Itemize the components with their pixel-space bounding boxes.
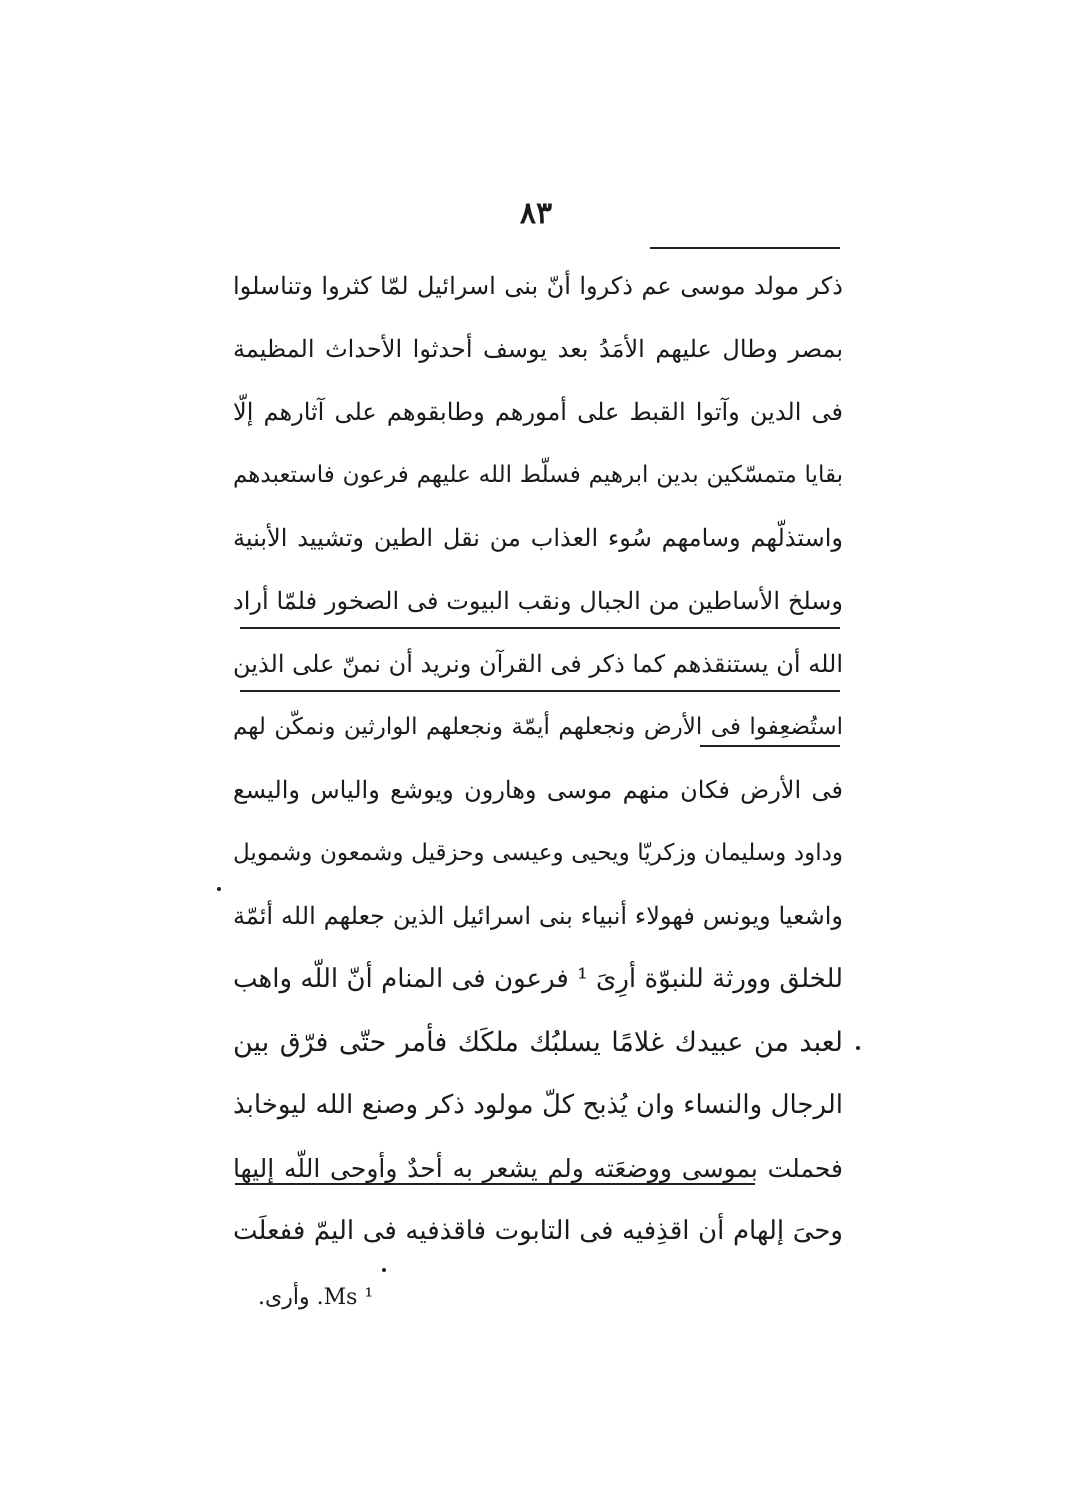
text-line: ذكر مولد موسى عم ذكروا أنّ بنى اسرائيل لمّا كثروا وتناسلوا: [233, 272, 843, 300]
text-line: واستذلّهم وسامهم سُوء العذاب من نقل الطين وتشييد الأبنية: [233, 524, 843, 552]
text-line: وحىَ إلهام أن اقذِفيه فى التابوت فاقذفيه فى اليمّ ففعلَت: [233, 1216, 843, 1246]
text-line: استُضعِفوا فى الأرض ونجعلهم أيمّة ونجعلهم الوارثين ونمكّن لهم: [233, 714, 843, 740]
body-text: [233, 255, 843, 1263]
text-line: وداود وسليمان وزكريّا ويحيى وعيسى وحزقيل وشمعون وشمويل: [233, 840, 843, 866]
margin-mark: [856, 1046, 860, 1050]
text-line: فى الدين وآتوا القبط على أمورهم وطابقوهم على آثارهم إلّا: [233, 398, 843, 426]
underline-rule: [650, 247, 840, 249]
text-line: الله أن يستنقذهم كما ذكر فى القرآن ونريد أن نمنّ على الذين: [233, 650, 843, 678]
footnote: ¹ Ms. وأرى.: [258, 1285, 374, 1310]
text-line: واشعيا ويونس فهولاء أنبياء بنى اسرائيل الذين جعلهم الله أئمّة: [233, 902, 843, 930]
text-line: فى الأرض فكان منهم موسى وهارون ويوشع والياس واليسع: [233, 776, 843, 804]
text-line: فحملت بموسى ووضعَته ولم يشعر به أحدٌ وأوحى اللّه إليها: [233, 1154, 843, 1183]
text-line: بقايا متمسّكين بدين ابرهيم فسلّط الله عليهم فرعون فاستعبدهم: [233, 462, 843, 488]
margin-mark: [217, 887, 221, 891]
text-line: للخلق وورثة للنبوّة أرِىَ ¹ فرعون فى المنام أنّ اللّه واهب: [233, 964, 843, 994]
margin-mark: [382, 1268, 386, 1272]
text-line: لعبد من عبيدك غلامًا يسلبُك ملكَك فأمر حتّى فرّق بين: [233, 1027, 843, 1058]
text-line: الرجال والنساء وان يُذبح كلّ مولود ذكر وصنع الله ليوخابذ: [233, 1090, 843, 1120]
text-line: وسلخ الأساطين من الجبال ونقب البيوت فى الصخور فلمّا أراد: [233, 587, 843, 615]
text-line: بمصر وطال عليهم الأمَدُ بعد يوسف أحدثوا الأحداث المظيمة: [233, 335, 843, 363]
page-number: ٨٣: [519, 196, 553, 231]
